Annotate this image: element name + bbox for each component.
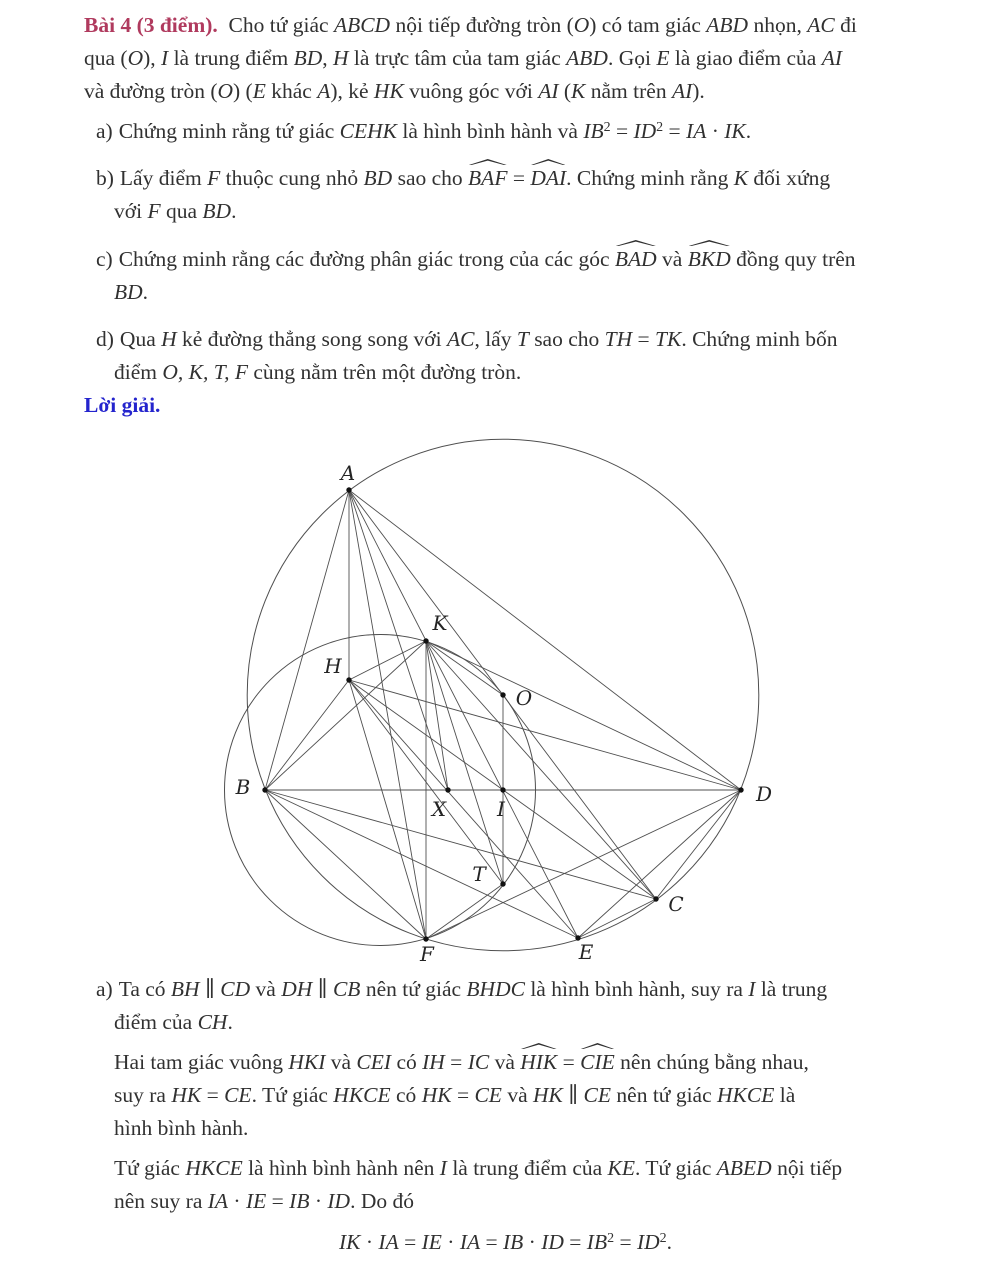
point-I-label: I — [497, 797, 505, 821]
text-line: d) Qua H kẻ đường thẳng song song với AC, lấy T sao cho TH = TK. Chứng minh bốn — [96, 327, 838, 351]
solution-heading — [84, 389, 927, 422]
point-D-label: D — [755, 782, 773, 806]
equation-line: IK · IA = IE · IA = IB · ID = $IB^2 = ID^2$. — [338, 1230, 673, 1254]
point-X-dot — [445, 787, 450, 792]
segment-CE — [578, 899, 656, 938]
point-F-dot — [423, 936, 428, 941]
segment-HF — [349, 680, 426, 939]
text-line: điểm O, K, T, F cùng nằm trên một đường tròn. — [114, 360, 522, 384]
point-T-dot — [500, 881, 505, 886]
problem-statement — [84, 9, 927, 389]
point-A-dot — [346, 487, 351, 492]
segment-KX — [426, 641, 448, 790]
point-H-dot — [346, 677, 351, 682]
point-H-label: H — [324, 654, 342, 678]
text-line: Hai tam giác vuông HKI và CEI có IH = IC và HIK = CIE nên chúng bằng nhau, — [84, 1046, 927, 1079]
geometry-figure — [0, 422, 1005, 967]
point-T-label: T — [472, 862, 486, 886]
solution-heading-label: Lời giải. — [84, 393, 161, 417]
point-D-dot — [738, 787, 743, 792]
point-O-dot — [500, 692, 505, 697]
item-label: b) — [96, 166, 114, 190]
item-label: a) — [96, 119, 113, 143]
text-line: qua (O), I là trung điểm BD, H là trực tâm của tam giác ABD. Gọi E là giao điểm của AI — [84, 46, 842, 70]
point-C-label: C — [668, 892, 684, 916]
point-X-label: X — [431, 797, 447, 821]
point-A-label: A — [340, 461, 356, 485]
point-F-label: F — [420, 942, 434, 966]
segment-FT — [426, 884, 503, 939]
point-C-dot — [653, 896, 658, 901]
segment-BH — [265, 680, 349, 790]
item-label: a) — [96, 977, 113, 1001]
segment-DC — [656, 790, 741, 899]
segment-DK — [426, 641, 741, 790]
text-line: Bài 4 (3 điểm). Cho tứ giác ABCD nội tiếp đường tròn (O) có tam giác ABD nhọn, AC đi — [84, 13, 857, 37]
segment-KT — [426, 641, 503, 884]
point-O-label: O — [515, 686, 533, 710]
point-B-label: B — [235, 775, 251, 799]
text-line: Tứ giác HKCE là hình bình hành nên I là trung điểm của KE. Tứ giác ABED nội tiếp — [114, 1156, 843, 1180]
text-line: c) Chứng minh rằng các đường phân giác trong của các góc BAD và BKD đồng quy trên — [84, 243, 927, 276]
item-label: c) — [96, 247, 113, 271]
point-K-dot — [423, 638, 428, 643]
segment-DH — [349, 680, 741, 790]
text-line: a) Chứng minh rằng tứ giác CEHK là hình bình hành và $IB^2 = ID^2$ = IA · IK. — [96, 119, 752, 143]
segment-KC — [426, 641, 656, 899]
point-K-label: K — [432, 611, 448, 635]
segment-DE — [578, 790, 741, 938]
point-E-label: E — [578, 940, 594, 964]
figure-svg — [0, 422, 1005, 967]
solution-text — [84, 973, 927, 1259]
text-line: điểm của CH. — [114, 1010, 233, 1034]
text-line: hình bình hành. — [114, 1116, 249, 1140]
text-line: BD. — [114, 280, 149, 304]
segment-HK — [349, 641, 426, 680]
segment-AF — [349, 490, 426, 939]
segment-AD — [349, 490, 741, 790]
segment-KO — [426, 641, 503, 695]
point-I-dot — [500, 787, 505, 792]
text-line: và đường tròn (O) (E khác A), kẻ HK vuông góc với AI (K nằm trên AI). — [84, 79, 705, 103]
text-line: nên suy ra IA · IE = IB · ID. Do đó — [114, 1189, 414, 1213]
text-line: suy ra HK = CE. Tứ giác HKCE có HK = CE và HK ∥ CE nên tứ giác HKCE là — [114, 1083, 796, 1107]
item-label: d) — [96, 327, 114, 351]
segment-AE — [349, 490, 578, 938]
segment-AB — [265, 490, 349, 790]
point-B-dot — [262, 787, 267, 792]
text-line: a) Ta có BH ∥ CD và DH ∥ CB nên tứ giác BHDC là hình bình hành, suy ra I là trung — [96, 977, 828, 1001]
text-line: với F qua BD. — [114, 199, 237, 223]
text-line: b) Lấy điểm F thuộc cung nhỏ BD sao cho BAF = DAI. Chứng minh rằng K đối xứng — [84, 162, 927, 195]
